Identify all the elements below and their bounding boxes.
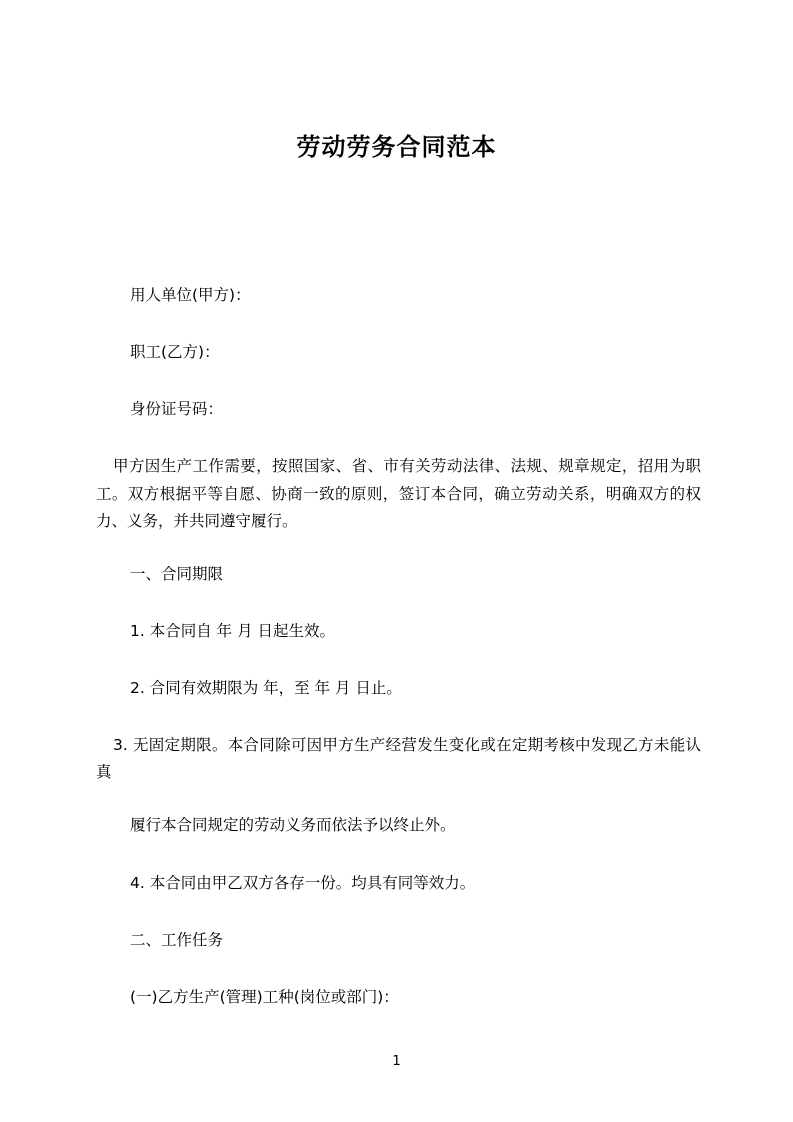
document-body xyxy=(96,282,701,1041)
heading-section-1: 一、合同期限 xyxy=(130,564,224,583)
paragraph-preamble: 甲方因生产工作需要，按照国家、省、市有关劳动法律、法规、规章规定，招用为职工。双方根据平等自愿、协商一致的原则，签订本合同，确立劳动关系，明确双方的权力、义务，并共同遵守履行。 xyxy=(96,457,701,530)
heading-section-2: 二、工作任务 xyxy=(130,930,224,949)
paragraph-clause-2-1: (一)乙方生产(管理)工种(岗位或部门)： xyxy=(130,987,399,1006)
paragraph-clause-1-1: 1. 本合同自 年 月 日起生效。 xyxy=(130,621,335,640)
paragraph-id-number-line: 身份证号码： xyxy=(130,400,224,419)
paragraph-employer-line: 用人单位(甲方)： xyxy=(130,286,251,304)
paragraph-clause-1-3: 3. 无固定期限。本合同除可因甲方生产经营发生变化或在定期考核中发现乙方未能认真 xyxy=(96,736,701,782)
page-title: 劳动劳务合同范本 xyxy=(296,133,497,161)
paragraph-clause-1-3-continued: 履行本合同规定的劳动义务而依法予以终止外。 xyxy=(130,816,456,835)
page-number: 1 xyxy=(392,1053,401,1069)
paragraph-employee-line: 职工(乙方)： xyxy=(130,343,220,362)
paragraph-clause-1-2: 2. 合同有效期限为 年，至 年 月 日止。 xyxy=(130,679,402,697)
paragraph-clause-1-4: 4. 本合同由甲乙双方各存一份。均具有同等效力。 xyxy=(130,873,476,892)
